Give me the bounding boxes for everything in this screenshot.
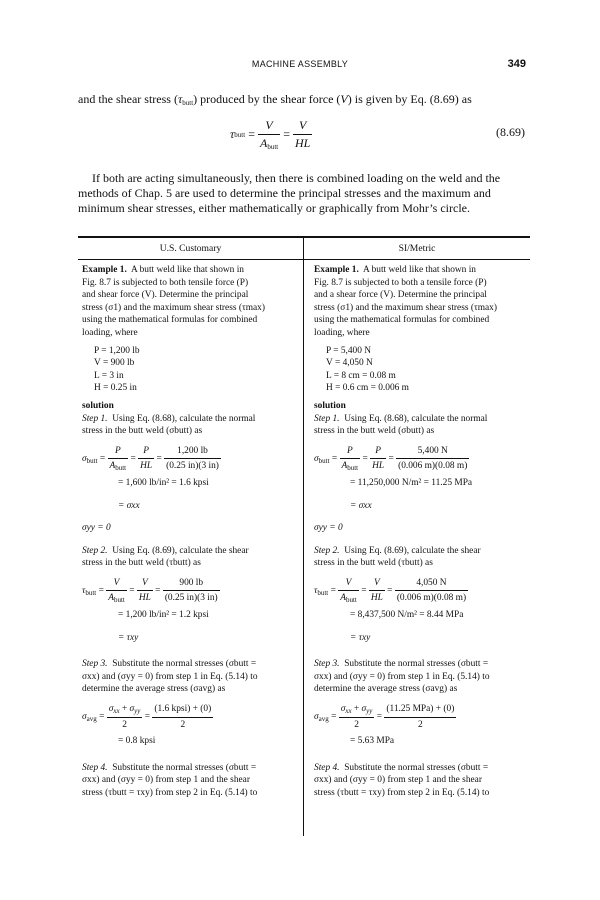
step1-text: stress in the butt weld (σbutt) as bbox=[314, 426, 435, 437]
eq-result: = 1,200 lb/in² = 1.2 kpsi bbox=[118, 610, 209, 621]
step4-text: stress (τbutt = τxy) from step 2 in Eq. (5.14) to bbox=[82, 788, 258, 798]
eq-average-stress: $\sigma_{avg}$ = $\frac{\sigma_{xx} + \sigma_{yy}}{2}$ = $\frac{\text{(11.25 MPa) + (0)}}{2}$ bbox=[314, 704, 455, 730]
step4-text: Step 4. Substitute the normal stresses (σbutt = bbox=[82, 762, 257, 773]
given-value: L = 8 cm = 0.08 m bbox=[326, 370, 396, 381]
step2-text: Step 2. Using Eq. (8.69), calculate the shear bbox=[82, 545, 249, 556]
eq-shear-stress: $\tau_{butt}$ = $\frac{V}{A_{butt}}$ = $\frac{V}{HL}$ = $\frac{900 lb}{(0.25 in)(3 in)}$ bbox=[82, 577, 218, 605]
given-value: V = 4,050 N bbox=[326, 358, 373, 369]
eq-normal-stress: $\sigma_{butt}$ = $\frac{P}{A_{butt}}$ = $\frac{P}{HL}$ = $\frac{1,200 lb}{(0.25 in)(3 in)}$ bbox=[82, 445, 219, 473]
table-top-rule bbox=[78, 236, 530, 238]
step3-text: determine the average stress (σavg) as bbox=[82, 684, 226, 695]
example-line: Fig. 8.7 is subjected to both tensile force (P) bbox=[82, 277, 249, 288]
step2-text: stress in the butt weld (τbutt) as bbox=[314, 558, 433, 569]
column-header-si: SI/Metric bbox=[398, 243, 436, 254]
given-value: P = 1,200 lb bbox=[94, 345, 140, 356]
eq-result: = 11,250,000 N/m² = 11.25 MPa bbox=[350, 477, 473, 488]
equation-8-69: τ butt = $\frac{V}{A_{butt}}$ = $\frac{V}{HL}$ bbox=[230, 118, 311, 151]
eq-sigma-yy: σyy = 0 bbox=[314, 523, 343, 534]
given-value: H = 0.6 cm = 0.006 m bbox=[326, 383, 409, 394]
step3-text: Step 3. Substitute the normal stresses (σbutt = bbox=[82, 659, 257, 670]
equation-number: (8.69) bbox=[496, 125, 525, 139]
given-value: P = 5,400 N bbox=[326, 345, 372, 356]
solution-heading: solution bbox=[314, 400, 346, 411]
example-line: loading, where bbox=[82, 327, 138, 338]
step2-text: stress in the butt weld (τbutt) as bbox=[82, 558, 201, 569]
step2-text: Step 2. Using Eq. (8.69), calculate the shear bbox=[314, 545, 481, 556]
step4-text: σxx) and (σyy = 0) from step 1 and the shear bbox=[82, 775, 250, 786]
example-line: using the mathematical formulas for combined bbox=[314, 315, 490, 326]
eq-result: = 0.8 kpsi bbox=[118, 736, 156, 747]
eq-equivalence: = τxy bbox=[118, 632, 139, 643]
given-value: H = 0.25 in bbox=[94, 383, 137, 394]
eq-average-stress: $\sigma_{avg}$ = $\frac{\sigma_{xx} + \sigma_{yy}}{2}$ = $\frac{\text{(1.6 kpsi) + (0)}}{2}$ bbox=[82, 704, 212, 730]
table-header-rule bbox=[78, 259, 530, 260]
example-text: Example 1. A butt weld like that shown in bbox=[82, 265, 244, 275]
given-values bbox=[326, 345, 522, 395]
example-line: Fig. 8.7 is subjected to both a tensile force (P) bbox=[314, 277, 487, 288]
intro-line: and the shear stress $(\tau_{butt})$ produced by the shear force (V) is given by Eq. (8.69) as bbox=[78, 92, 472, 107]
step3-text: Step 3. Substitute the normal stresses (σbutt = bbox=[314, 659, 489, 670]
step1-text: Step 1. Using Eq. (8.68), calculate the normal bbox=[82, 413, 256, 424]
example-line: and a shear force (V). Determine the principal bbox=[314, 290, 487, 301]
eq-sigma-yy: σyy = 0 bbox=[82, 523, 111, 534]
given-values bbox=[94, 345, 290, 395]
page-number: 349 bbox=[507, 58, 526, 70]
eq-equivalence: = σxx bbox=[350, 500, 372, 511]
example-line: stress (σ1) and the maximum shear stress (τmax) bbox=[314, 302, 497, 313]
eq-shear-stress: $\tau_{butt}$ = $\frac{V}{A_{butt}}$ = $\frac{V}{HL}$ = $\frac{4,050 N}{(0.006 m)(0.08 m)}$ bbox=[314, 577, 467, 605]
eq-equivalence: = σxx bbox=[118, 500, 140, 511]
running-header-title: MACHINE ASSEMBLY bbox=[251, 59, 349, 69]
example-text: Example 1. A butt weld like that shown in bbox=[314, 265, 476, 275]
example-line: using the mathematical formulas for combined bbox=[82, 315, 258, 326]
example-line: stress (σ1) and the maximum shear stress (τmax) bbox=[82, 302, 265, 313]
step3-text: determine the average stress (σavg) as bbox=[314, 684, 458, 695]
column-si-metric bbox=[314, 264, 522, 800]
step1-text: stress in the butt weld (σbutt) as bbox=[82, 426, 203, 437]
eq-result: = 5.63 MPa bbox=[350, 736, 395, 747]
given-value: L = 3 in bbox=[94, 370, 124, 381]
given-value: V = 900 lb bbox=[94, 358, 135, 369]
step3-text: σxx) and (σyy = 0) from step 1 in Eq. (5.14) to bbox=[314, 671, 490, 682]
eq-normal-stress: $\sigma_{butt}$ = $\frac{P}{A_{butt}}$ = $\frac{P}{HL}$ = $\frac{5,400 N}{(0.006 m)(0.08 m)}$ bbox=[314, 445, 468, 473]
step3-text: σxx) and (σyy = 0) from step 1 in Eq. (5.14) to bbox=[82, 671, 258, 682]
example-line: and shear force (V). Determine the principal bbox=[82, 290, 249, 301]
step4-text: σxx) and (σyy = 0) from step 1 and the shear bbox=[314, 775, 482, 786]
step1-text: Step 1. Using Eq. (8.68), calculate the normal bbox=[314, 413, 488, 424]
solution-heading: solution bbox=[82, 400, 114, 411]
eq-result: = 8,437,500 N/m² = 8.44 MPa bbox=[350, 610, 464, 621]
eq-result: = 1,600 lb/in² = 1.6 kpsi bbox=[118, 477, 209, 488]
column-us-customary bbox=[82, 264, 290, 800]
step4-text: Step 4. Substitute the normal stresses (σbutt = bbox=[314, 762, 489, 773]
table-column-divider bbox=[303, 236, 304, 836]
eq-equivalence: = τxy bbox=[350, 632, 371, 643]
step4-text: stress (τbutt = τxy) from step 2 in Eq. (5.14) to bbox=[314, 788, 490, 798]
combined-loading-paragraph: If both are acting simultaneously, then there is combined loading on the weld and the methods of Chap. 5 are used to determine the principal stresses and the maximum and minimum shear stresses, either mathematically or graphically from Mohr’s circle. bbox=[78, 171, 501, 215]
column-header-us: U.S. Customary bbox=[159, 243, 222, 254]
example-line: loading, where bbox=[314, 327, 370, 338]
